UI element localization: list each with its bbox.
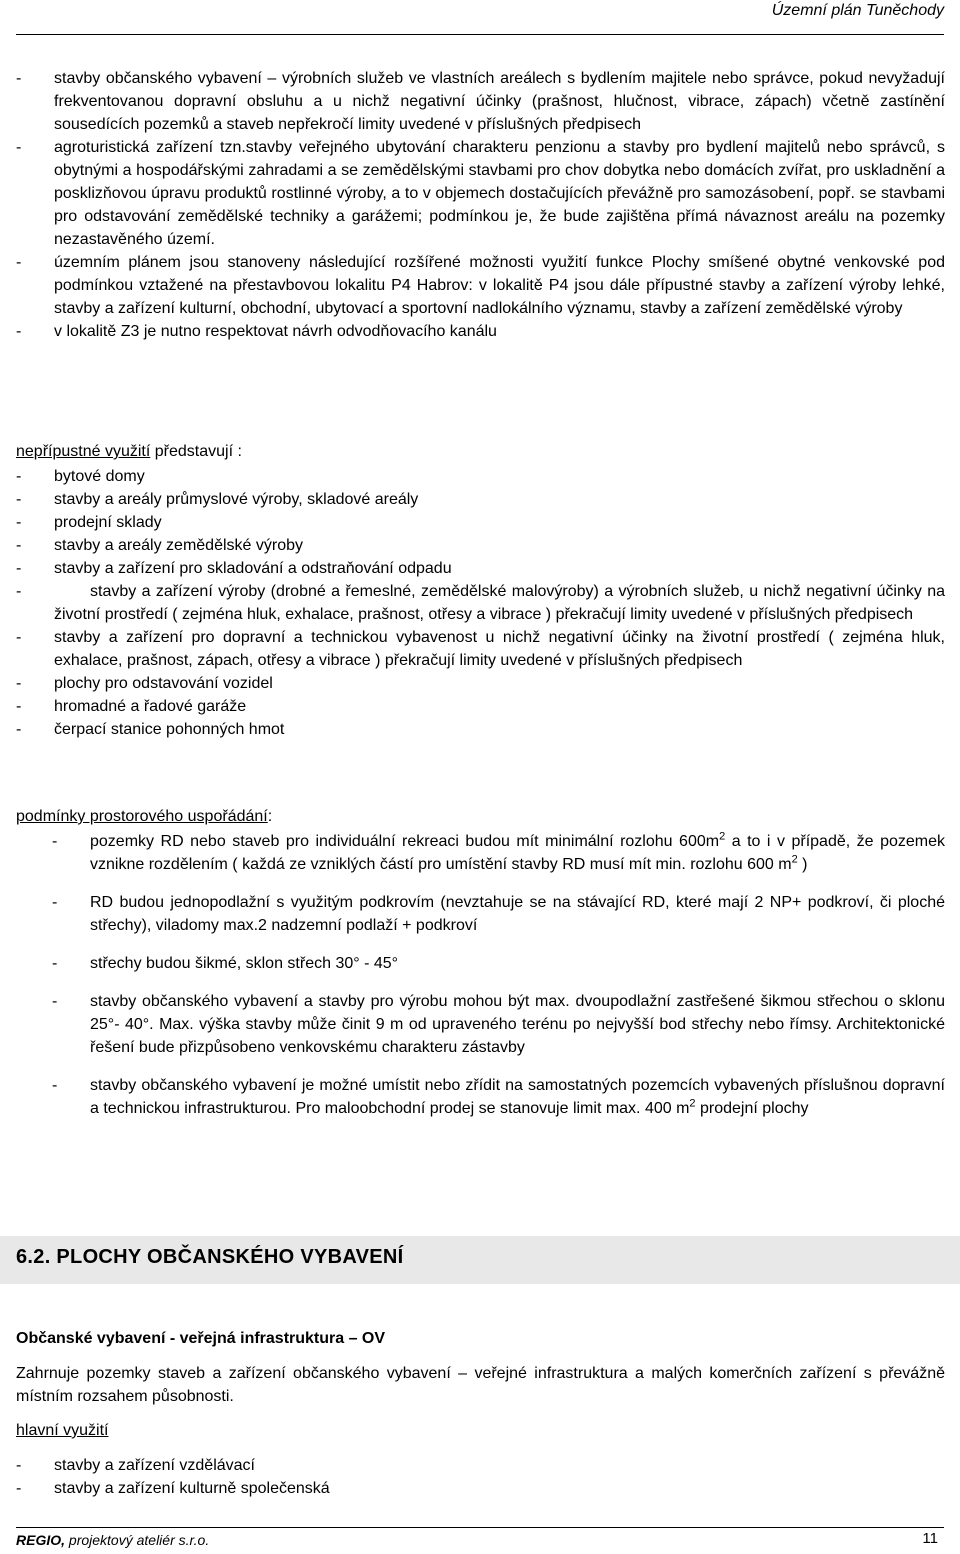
list-item — [52, 1074, 945, 1120]
list-item — [16, 320, 945, 343]
list-item-text: územním plánem jsou stanoveny následující rozšířené možnosti využití funkce Plochy smíšené obytné venkovské pod podmínkou vztažené na přestavbovou lokalitu P4 Habrov: v lokalitě P4 jsou dále přípustné stavby a zařízení výroby lehké, stavby a zařízení kulturní, obchodní, ubytovací a sportovní nadlokálního významu, stavby a zařízení zemědělské výroby — [54, 254, 945, 317]
conditions-heading — [16, 805, 945, 828]
list-item-text: čerpací stanice pohonných hmot — [54, 721, 285, 738]
list-item — [16, 251, 945, 320]
prohibited-heading-rest: představují : — [150, 443, 242, 460]
list-item-text: stavby občanského vybavení a stavby pro výrobu mohou být max. dvoupodlažní zastřešené šikmou střechou o sklonu 25°- 40°. Max. výška stavby může činit 9 m od upraveného terénu po nejvyšší bod střechy nebo římsy. Architektonické řešení bude přizpůsobeno venkovskému charakteru zástavby — [90, 993, 945, 1056]
conditions-heading-underlined: podmínky prostorového uspořádání — [16, 808, 268, 825]
conditions-heading-suffix: : — [267, 808, 273, 825]
prohibited-section — [16, 440, 945, 741]
footer-company-bold: REGIO, — [16, 1532, 66, 1548]
list-dash: - — [16, 629, 22, 646]
condition-5-text-a: stavby občanského vybavení je možné umístit nebo zřídit na samostatných pozemcích vybavených příslušnou dopravní a technickou infrastrukturou. Pro maloobchodní prodej se stanovuje limit max. 400 m — [90, 1077, 945, 1117]
list-dash: - — [16, 491, 22, 508]
list-item-text: stavby a zařízení výroby (drobné a řemeslné, zemědělské malovýroby) a výrobních služeb, u nichž negativní účinky na životní prostředí ( zejména hluk, exhalace, prašnost, otřesy a vibrace ) překračují limity uvedené v příslušných předpisech — [54, 583, 945, 623]
list-item — [16, 557, 945, 580]
list-item-text: stavby a areály zemědělské výroby — [54, 537, 303, 554]
prohibited-heading — [16, 440, 945, 463]
list-item — [16, 511, 945, 534]
condition-1-text-b: a to i v případě, že pozemek vznikne rozdělením ( každá ze vzniklých částí pro umístění stavby RD musí mít min. rozlohu 600 m — [90, 833, 945, 873]
condition-5-text-b: prodejní plochy — [695, 1100, 809, 1117]
footer-company — [16, 1532, 209, 1548]
section-title: 6.2. PLOCHY OBČANSKÉHO VYBAVENÍ — [16, 1246, 404, 1268]
list-dash: - — [16, 583, 22, 600]
conditions-section — [16, 805, 945, 1135]
condition-1-text-a: pozemky RD nebo staveb pro individuální rekreaci budou mít minimální rozlohu 600m — [90, 833, 720, 850]
prohibited-heading-underlined: nepřípustné využití — [16, 443, 151, 460]
footer-company-rest: projektový ateliér s.r.o. — [65, 1532, 210, 1548]
list-item-text: hromadné a řadové garáže — [54, 698, 247, 715]
list-dash: - — [16, 537, 22, 554]
list-item — [16, 1454, 945, 1477]
list-item-text: agroturistická zařízení tzn.stavby veřejného ubytování charakteru penzionu a stavby pro bydlení majitelů nebo správců, s obytnými a hospodářskými zahradami a se zemědělskými stavbami pro chov dobytka nebo domácích zvířat, pro uskladnění a posklizňovou úpravu produktů rostlinné výroby, a to v objemech dostačujících převážně pro samozásobení, popř. se stavbami pro odstavování zemědělské techniky a garážemi; podmínkou je, že bude zajištěna přímá návaznost areálu na pozemky nezastavěného území. — [54, 139, 945, 248]
list-item — [16, 580, 945, 626]
list-item-text: plochy pro odstavování vozidel — [54, 675, 273, 692]
page-header-title: Územní plán Tuněchody — [771, 2, 944, 19]
list-item-text — [90, 830, 945, 876]
list-item-text: střechy budou šikmé, sklon střech 30° - 45° — [90, 955, 399, 972]
list-item-text: stavby a zařízení vzdělávací — [54, 1457, 255, 1474]
list-dash: - — [16, 254, 22, 271]
list-item — [52, 952, 945, 975]
section-subtitle: Občanské vybavení - veřejná infrastruktura – OV — [16, 1330, 386, 1347]
list-dash: - — [16, 698, 22, 715]
list-item — [52, 990, 945, 1059]
list-dash: - — [52, 894, 58, 911]
list-dash: - — [16, 323, 22, 340]
page-number: 11 — [922, 1530, 938, 1547]
list-item — [16, 695, 945, 718]
section-intro: Zahrnuje pozemky staveb a zařízení občanského vybavení – veřejné infrastruktura a malých komerčních zařízení s převážně místním rozsahem působnosti. — [16, 1365, 945, 1405]
list-dash: - — [52, 955, 58, 972]
list-item — [52, 830, 945, 876]
list-item — [16, 534, 945, 557]
list-item-text: v lokalitě Z3 je nutno respektovat návrh odvodňovacího kanálu — [54, 323, 497, 340]
list-item — [16, 718, 945, 741]
list-item — [16, 136, 945, 251]
list-item — [16, 1477, 945, 1500]
list-item-text: bytové domy — [54, 468, 145, 485]
list-dash: - — [16, 560, 22, 577]
list-item — [52, 891, 945, 937]
list-item-text: RD budou jednopodlažní s využitým podkrovím (nevztahuje se na stávající RD, které mají 2 NP+ podkroví, či ploché střechy), viladomy max.2 nadzemní podlaží + podkroví — [90, 894, 945, 934]
list-item-text: stavby a zařízení kulturně společenská — [54, 1480, 330, 1497]
list-item — [16, 67, 945, 136]
list-dash: - — [16, 1457, 22, 1474]
condition-1-text-c: ) — [797, 856, 808, 873]
list-dash: - — [16, 721, 22, 738]
section-body — [16, 1327, 945, 1500]
list-dash: - — [16, 70, 22, 87]
list-item — [16, 465, 945, 488]
list-item — [16, 672, 945, 695]
superscript-2: 2 — [719, 830, 726, 843]
list-dash: - — [52, 1077, 58, 1094]
superscript-2: 2 — [689, 1097, 696, 1110]
list-item-text: stavby a zařízení pro dopravní a technickou vybavenost u nichž negativní účinky na životní prostředí ( zejména hluk, exhalace, prašnost, zápach, otřesy a vibrace ) překračují limity uvedené v příslušných předpisech — [54, 629, 945, 669]
list-item-text: stavby občanského vybavení – výrobních služeb ve vlastních areálech s bydlením majitele nebo správce, pokud nevyžadují frekventovanou dopravní obsluhu a u nichž negativní účinky (prašnost, hlučnost, vibrace, zápach) včetně zastínění sousedících pozemků a staveb nepřekročí limity uvedené v příslušných předpisech — [54, 70, 945, 133]
conditions-list — [16, 830, 945, 1120]
list-item — [16, 488, 945, 511]
list-item — [16, 626, 945, 672]
list-dash: - — [16, 675, 22, 692]
list-item-text: stavby a zařízení pro skladování a odstraňování odpadu — [54, 560, 452, 577]
list-dash: - — [16, 468, 22, 485]
list-dash: - — [52, 993, 58, 1010]
list-dash: - — [16, 1480, 22, 1497]
header-divider — [16, 34, 944, 35]
list-dash: - — [16, 139, 22, 156]
list-item-text — [90, 1074, 945, 1120]
footer-divider — [16, 1527, 944, 1528]
list-item-text: prodejní sklady — [54, 514, 162, 531]
superscript-2: 2 — [791, 853, 798, 866]
permitted-list — [16, 67, 945, 343]
list-item-text: stavby a areály průmyslové výroby, skladové areály — [54, 491, 419, 508]
list-dash: - — [52, 833, 58, 850]
main-use-heading: hlavní využití — [16, 1422, 109, 1439]
list-dash: - — [16, 514, 22, 531]
